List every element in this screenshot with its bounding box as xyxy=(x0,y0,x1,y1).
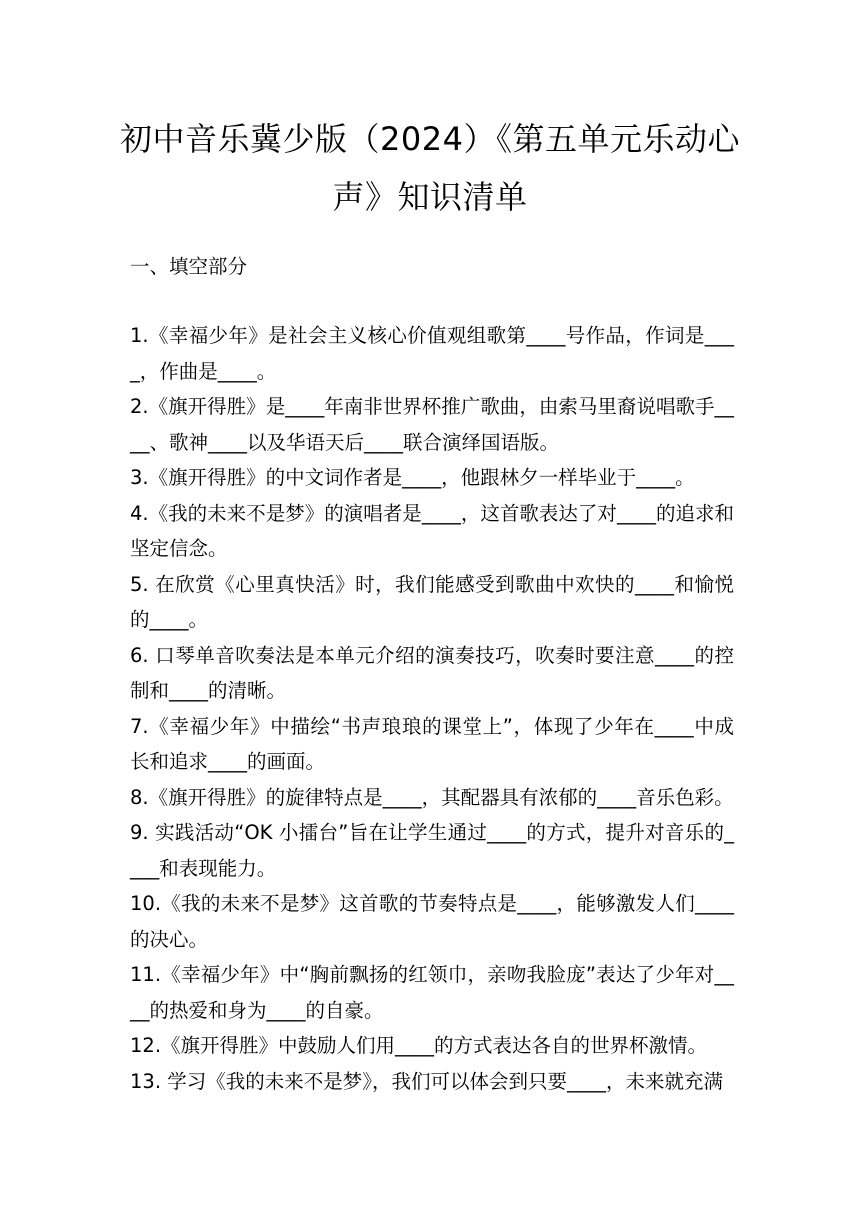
question-item-7: 7.《幸福少年》中描绘“书声琅琅的课堂上”，体现了少年在____中成长和追求____的画面。 xyxy=(130,714,734,773)
question-list xyxy=(130,318,734,1099)
section-heading: 一、填空部分 xyxy=(130,255,248,278)
question-item-13: 13. 学习《我的未来不是梦》，我们可以体会到只要____，未来就充满 xyxy=(130,1069,723,1093)
question-item-12: 12.《旗开得胜》中鼓励人们用____的方式表达各自的世界杯激情。 xyxy=(130,1034,708,1057)
question-item-2: 2.《旗开得胜》是____年南非世界杯推广歌曲，由索马里裔说唱歌手____、歌神____以及华语天后____联合演绎国语版。 xyxy=(130,395,734,454)
question-item-1: 1.《幸福少年》是社会主义核心价值观组歌第____号作品，作词是____，作曲是____。 xyxy=(130,324,734,383)
page-title xyxy=(110,110,750,226)
question-item-9: 9. 实践活动“OK 小擂台”旨在让学生通过____的方式，提升对音乐的____和表现能力。 xyxy=(130,821,734,880)
question-item-4: 4.《我的未来不是梦》的演唱者是____，这首歌表达了对____的追求和坚定信念。 xyxy=(130,501,734,560)
title-line-2: 声》知识清单 xyxy=(332,178,528,216)
question-item-5: 5. 在欣赏《心里真快活》时，我们能感受到歌曲中欢快的____和愉悦的____。 xyxy=(130,572,734,631)
question-item-8: 8.《旗开得胜》的旋律特点是____，其配器具有浓郁的____音乐色彩。 xyxy=(130,785,734,809)
title-line-1: 初中音乐冀少版（2024）《第五单元乐动心 xyxy=(120,120,740,158)
question-item-6: 6. 口琴单音吹奏法是本单元介绍的演奏技巧，吹奏时要注意____的控制和____的清晰。 xyxy=(130,643,734,702)
question-item-11: 11.《幸福少年》中“胸前飘扬的红领巾，亲吻我脸庞”表达了少年对____的热爱和身为____的自豪。 xyxy=(130,963,734,1022)
question-item-3: 3.《旗开得胜》的中文词作者是____，他跟林夕一样毕业于____。 xyxy=(130,466,695,489)
question-item-10: 10.《我的未来不是梦》这首歌的节奏特点是____，能够激发人们____的决心。 xyxy=(130,892,734,951)
